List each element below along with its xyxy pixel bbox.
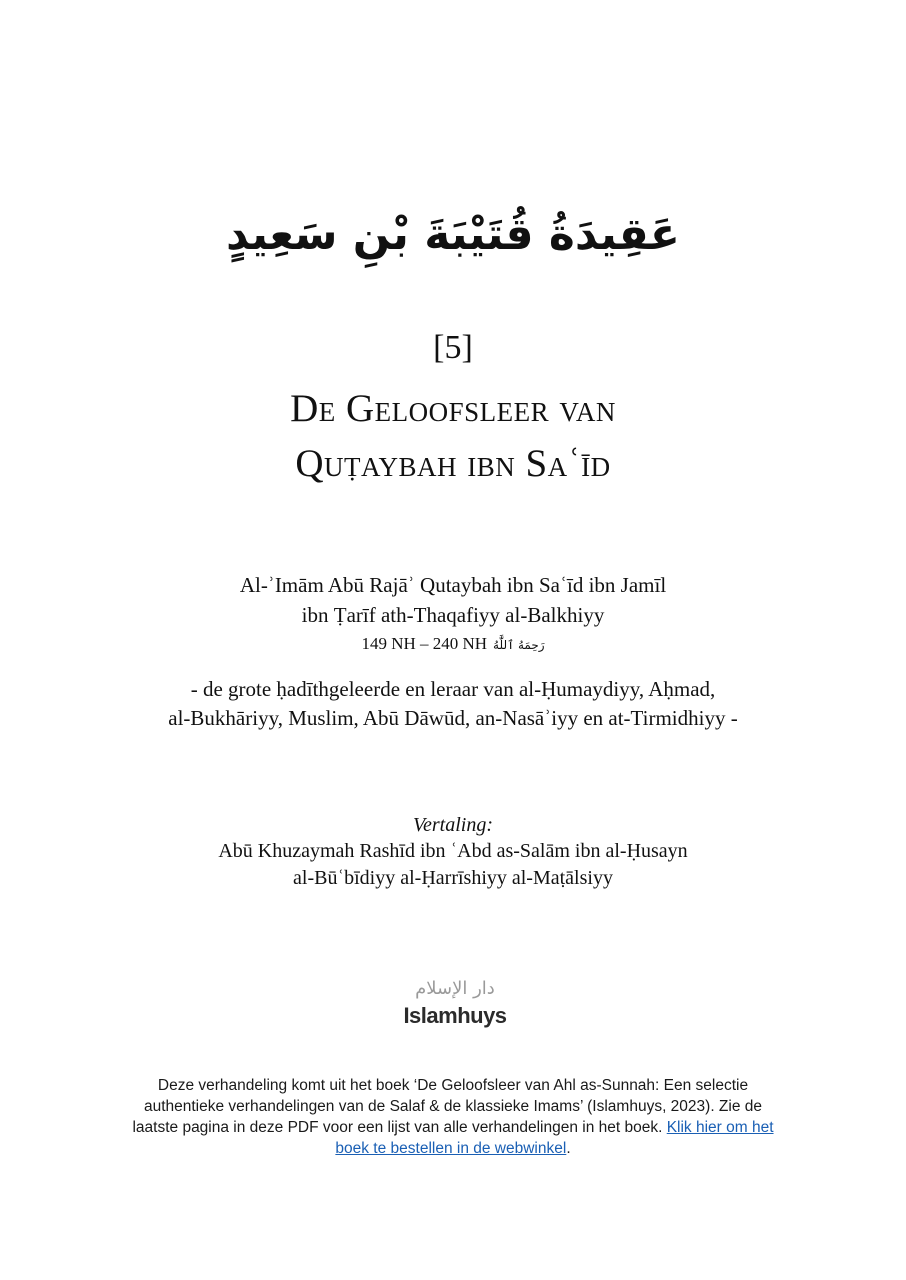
footer-note (120, 1075, 786, 1159)
author-line-2: ibn Ṭarīf ath-Thaqafiyy al-Balkhiyy (301, 603, 605, 627)
title-line-1: De Geloofsleer van (290, 387, 616, 430)
translator-line-2: al-Būʿbīdiyy al-Ḥarrīshiyy al-Maṭālsiyy (293, 867, 613, 889)
translation-label: Vertaling: (413, 814, 493, 836)
description-line-1: - de grote ḥadīthgeleerde en leraar van al-Ḥumaydiyy, Aḥmad, (190, 677, 716, 701)
treatise-number: [5] (433, 329, 473, 366)
webshop-link[interactable]: Klik hier om het boek te bestellen in de webwinkel (335, 1119, 774, 1157)
author-line-1: Al-ʾImām Abū Rajāʾ Qutaybah ibn Saʿīd ibn Jamīl (239, 573, 667, 597)
title-line-2: Quṭaybah ibn Saʿīd (295, 442, 611, 485)
arabic-title: عَقِيدَةُ قُتَيْبَةَ بْنِ سَعِيدٍ (225, 209, 680, 260)
description-line-2: al-Bukhāriyy, Muslim, Abū Dāwūd, an-Nasāʾiyy en at-Tirmidhiyy - (168, 706, 738, 730)
footer-end: . (566, 1140, 571, 1157)
honorific-text: رَحِمَهُ ٱللَّٰهُ (493, 638, 545, 652)
islamhuys-logo (395, 975, 515, 1029)
dates-text: 149 NH – 240 NH (361, 634, 488, 653)
logo-arabic-text: دار الإسلام (415, 978, 495, 999)
logo-name: Islamhuys (403, 1003, 507, 1028)
footer-text: Deze verhandeling komt uit het boek ‘De Geloofsleer van Ahl as-Sunnah: Een selectie authentieke verhandelingen van de Salaf & de klassieke Imams’ (Islamhuys, 2023). Zie de laatste pagina in deze PDF voor een lijst van alle verhandelingen in het boek. (132, 1077, 763, 1136)
translator-line-1: Abū Khuzaymah Rashīd ibn ʿAbd as-Salām ibn al-Ḥusayn (218, 840, 688, 862)
author-dates (0, 632, 906, 657)
